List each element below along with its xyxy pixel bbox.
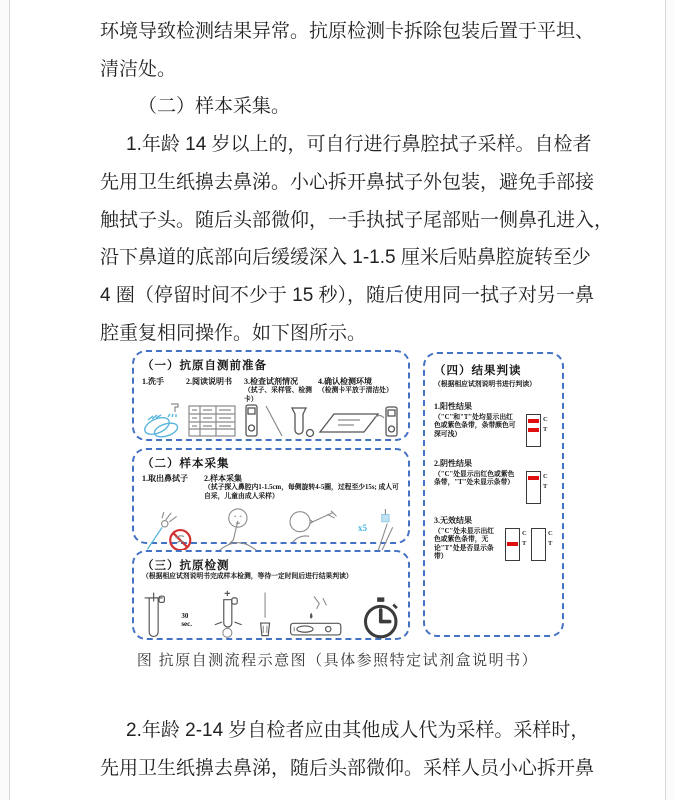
- panel-testing: [132, 550, 410, 640]
- panel-result-note: （根据相应试剂说明书进行判读）: [434, 381, 536, 388]
- prep-step-environment: [318, 376, 400, 438]
- panel-result-title: （四）结果判读: [434, 365, 522, 377]
- instruction-sheet-icon: [186, 402, 238, 438]
- strip-c-label: C: [522, 529, 527, 537]
- paragraph-line: 先用卫生纸擤去鼻涕，随后头部微仰。采样人员小心拆开鼻: [100, 757, 595, 779]
- prep-step-label: 1.洗手: [142, 377, 164, 386]
- test-strip-positive: [526, 414, 548, 447]
- squeeze-tube-icon: [213, 586, 243, 642]
- prep-step-label: 4.确认检测环境: [318, 377, 372, 386]
- discard-swab-icon: [257, 588, 273, 642]
- paragraph-line: 触拭子头。随后头部微仰，一手执拭子尾部贴一侧鼻孔进入，: [100, 209, 614, 231]
- rotate-figure-icon: [369, 505, 400, 555]
- panel-preparation-title: （一）抗原自测前准备: [142, 360, 267, 372]
- sampling-icons: [142, 503, 400, 555]
- result-positive: [434, 401, 553, 447]
- test-strip-invalid-1: [505, 528, 527, 561]
- testing-icons: [142, 586, 400, 642]
- sampling-labels: [142, 473, 400, 501]
- flat-surface-icon: [318, 404, 400, 438]
- paragraph-line: 清洁处。: [100, 58, 177, 80]
- paragraph-line: 环境导致检测结果异常。抗原检测卡拆除包装后置于平坦、: [100, 21, 595, 42]
- result-invalid-label: 3.无效结果: [434, 515, 472, 525]
- panel-sampling: [132, 448, 410, 544]
- wash-hands-icon: [142, 402, 186, 438]
- figure-caption: 图 抗原自测流程示意图（具体参照特定试剂盒说明书）: [136, 653, 539, 669]
- result-positive-desc: （"C"和"T"处均显示出红色或紫色条带，条带颜色可深可浅）: [434, 413, 516, 438]
- paragraph-line: 先用卫生纸擤去鼻涕。小心拆开鼻拭子外包装，避免手部接: [100, 171, 595, 193]
- prep-step-note: （拭子、采样管、检测卡）: [244, 387, 312, 403]
- result-negative-label: 2.阴性结果: [434, 458, 472, 468]
- sampling-step2-note: （拭子探入鼻腔内1-1.5cm，每侧旋转4-5圈，过程至少15s; 成人可自采，儿童由成人采样）: [204, 484, 399, 500]
- panel-testing-title: （三）抗原检测: [142, 560, 230, 572]
- test-strip-invalid-2: [531, 528, 553, 561]
- body-paragraphs-top: [100, 13, 613, 352]
- prep-step-read: [186, 376, 244, 438]
- paragraph-line: 2.年龄 2-14 岁自检者应由其他成人代为采样。采样时，: [126, 720, 590, 741]
- panel-preparation: [132, 350, 410, 441]
- prep-step-check-kit: [244, 376, 318, 438]
- result-invalid-desc: （"C"处未显示出红色或紫色条带，无论"T"处是否显示条带）: [434, 527, 495, 560]
- body-paragraphs-bottom: [100, 712, 594, 787]
- strip-t-label: T: [548, 539, 553, 547]
- antigen-selftest-figure: [132, 350, 564, 642]
- panel-result-reading: [423, 352, 564, 637]
- strip-t-label: T: [543, 482, 548, 490]
- result-negative: [434, 458, 553, 504]
- test-kit-icon: [244, 404, 318, 438]
- preparation-steps: [142, 376, 400, 438]
- sampling-step2-label: 2.样本采集: [204, 474, 242, 483]
- sampling-step1-label: 1.取出鼻拭子: [142, 474, 188, 483]
- child-swab-icon: [280, 503, 344, 555]
- paragraph-line: 4 圈（停留时间不少于 15 秒），随后使用同一拭子对另一鼻: [100, 284, 595, 306]
- sampling-step2: [204, 473, 400, 501]
- drip-on-card-icon: [287, 592, 346, 642]
- prep-step-label: 3.检查试剂情况: [244, 377, 298, 386]
- test-strip-negative: [526, 471, 548, 504]
- paragraph-line: 沿下鼻道的底部向后缓缓深入 1-1.5 厘米后贴鼻腔旋转至少: [100, 247, 591, 269]
- paragraph-line: （二）样本采集。: [138, 96, 291, 118]
- page-left-border: [0, 0, 10, 800]
- panel-testing-note: （根据相应试剂说明书完成样本检测，等待一定时间后进行结果判读）: [142, 573, 353, 580]
- paragraph-line: 1.年龄 14 岁以上的，可自行进行鼻腔拭子采样。自检者: [126, 134, 592, 156]
- prep-step-wash: [142, 376, 186, 438]
- panel-sampling-title: （二）样本采集: [142, 458, 230, 470]
- rotate-times-label: x5: [358, 523, 368, 533]
- timer-label: 30 sec.: [181, 611, 193, 628]
- sample-tube-icon: [142, 588, 165, 642]
- result-negative-desc: （"C"处显示出红色或紫色条带，"T"处未显示条带）: [434, 470, 515, 486]
- strip-t-label: T: [543, 425, 548, 433]
- strip-c-label: C: [543, 472, 548, 480]
- prep-step-note: （检测卡平放于清洁处）: [318, 387, 393, 394]
- paragraph-line: 腔重复相同操作。如下图所示。: [100, 322, 367, 344]
- strip-c-label: C: [548, 529, 553, 537]
- no-touch-swab-icon: [142, 507, 198, 555]
- prep-step-label: 2.阅读说明书: [186, 377, 232, 386]
- adult-self-swab-icon: [206, 503, 270, 555]
- result-positive-label: 1.阳性结果: [434, 401, 472, 411]
- stopwatch-icon: [361, 594, 400, 642]
- page-right-border: [665, 0, 675, 800]
- result-invalid: [434, 515, 553, 562]
- strip-t-label: T: [522, 539, 527, 547]
- strip-c-label: C: [543, 415, 548, 423]
